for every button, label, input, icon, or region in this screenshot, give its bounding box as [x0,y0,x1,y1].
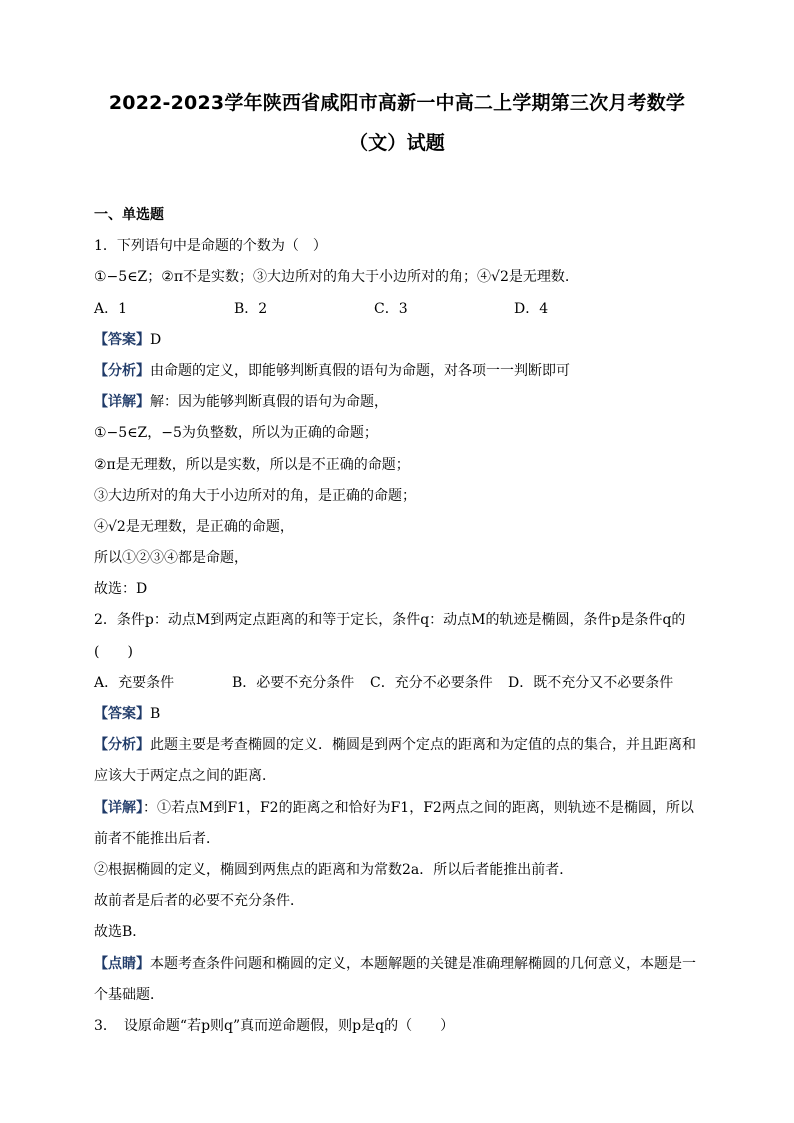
q1-answer-value: D [150,331,162,348]
document-title-line-2: （文）试题 [348,132,445,154]
q2-options [94,668,700,699]
section-heading: 一、单选题 [94,207,164,223]
q1-analysis-text: 由命题的定义，即能够判断真假的语句为命题，对各项一一判断即可 [150,362,570,379]
document-body [94,200,700,1042]
q1-option-a: A．1 [94,300,128,317]
q2-option-c: C．充分不必要条件 [370,674,493,691]
q1-analysis-tag: 【分析】 [94,362,150,379]
q2-answer [94,699,700,730]
document-title-line-1: 2022-2023学年陕西省咸阳市高新一中高二上学期第三次月考数学 [108,92,686,114]
q2-comment-tag: 【点睛】 [94,955,150,972]
q2-comment [94,949,700,1011]
q2-option-a: A．充要条件 [94,674,175,691]
q1-detail-line: 故选：D [94,581,148,598]
q1-detail-line: ②π是无理数，所以是实数，所以是不正确的命题； [94,456,410,473]
q1-options [94,294,700,325]
q1-detail-line: ④√2是无理数，是正确的命题， [94,518,294,535]
q2-detail-line: ②根据椭圆的定义，椭圆到两焦点的距离和为常数2a．所以后者能推出前者． [94,862,574,879]
q1-detail-tag: 【详解】 [94,394,150,411]
q1-stem: 1．下列语句中是命题的个数为（ ） [94,238,327,255]
q2-detail-text: ：①若点M到F1，F2的距离之和恰好为F1，F2两点之间的距离，则轨迹不是椭圆，所以前者不能推出后者． [94,799,694,847]
q3-stem: 3． 设原命题“若p则q”真而逆命题假，则p是q的（ ） [94,1018,455,1034]
q2-answer-value: B [150,706,161,723]
q2-analysis [94,730,700,792]
q2-comment-text: 本题考查条件问题和椭圆的定义，本题解题的关键是准确理解椭圆的几何意义，本题是一个基础题． [94,955,696,1003]
q2-answer-tag: 【答案】 [94,706,150,723]
q1-detail-text: 解：因为能够判断真假的语句为命题， [150,394,388,411]
q2-detail-line: 故选B． [94,924,147,941]
q1-answer-tag: 【答案】 [94,331,150,348]
q1-detail-line: 所以①②③④都是命题， [94,550,248,567]
q2-stem: 2．条件p：动点M到两定点距离的和等于定长，条件q：动点M的轨迹是椭圆，条件p是条件q的( ) [94,612,686,660]
q1-option-d: D．4 [514,300,549,317]
q1-statements: ①−5∈Z；②π不是实数；③大边所对的角大于小边所对的角；④√2是无理数. [94,269,570,286]
q1-detail-line: ①−5∈Z，−5为负整数，所以为正确的命题； [94,425,378,442]
q1-answer [94,325,700,356]
q1-option-b: B．2 [234,300,268,317]
q1-option-c: C．3 [374,300,408,317]
q2-detail-tag: 【详解】 [94,799,143,816]
q2-analysis-text: 此题主要是考查椭圆的定义．椭圆是到两个定点的距离和为定值的点的集合，并且距离和应该大于两定点之间的距离． [94,737,696,785]
q2-analysis-tag: 【分析】 [94,737,150,754]
q1-detail [94,387,700,418]
q2-detail [94,793,700,855]
q1-analysis [94,356,700,387]
q2-detail-line: 故前者是后者的必要不充分条件． [94,893,304,910]
q2-option-b: B．必要不充分条件 [232,674,355,691]
q2-option-d: D．既不充分又不必要条件 [508,674,674,691]
q1-detail-line: ③大边所对的角大于小边所对的角，是正确的命题； [94,487,416,504]
